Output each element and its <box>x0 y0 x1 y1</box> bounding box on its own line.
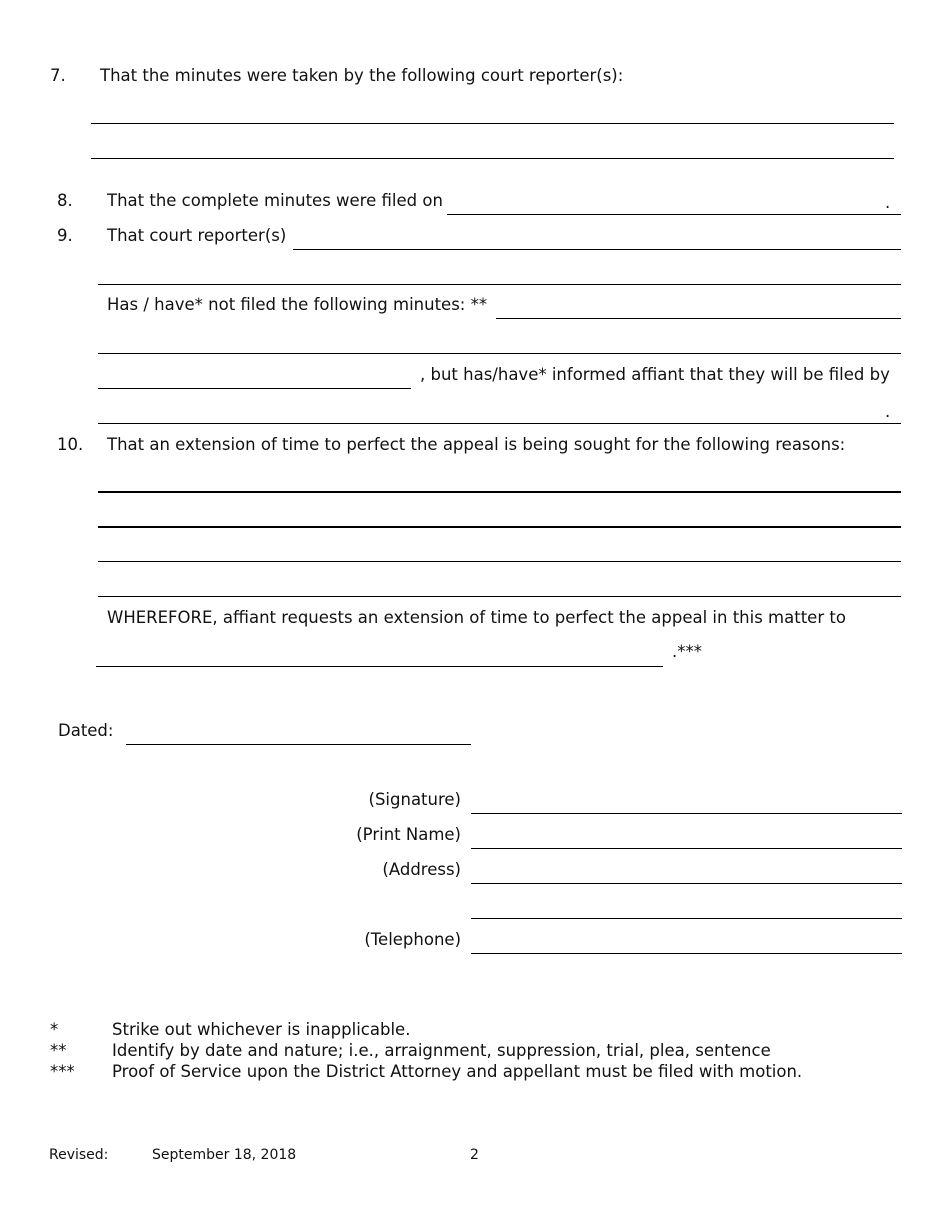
item-9-number: 9. <box>57 226 73 245</box>
signature-label: (Signature) <box>368 790 461 809</box>
item-7-number: 7. <box>50 66 66 85</box>
court-reporters-name-line[interactable] <box>293 249 901 250</box>
signature-line[interactable] <box>471 813 902 814</box>
page-number: 2 <box>470 1147 479 1163</box>
item-10-text: That an extension of time to perfect the appeal is being sought for the following reasons: <box>107 435 846 454</box>
footnote-text: Proof of Service upon the District Attorney and appellant must be filed with motion. <box>112 1062 803 1081</box>
footnote-text: Strike out whichever is inapplicable. <box>112 1020 411 1039</box>
dated-line[interactable] <box>126 744 471 745</box>
telephone-label: (Telephone) <box>364 930 461 949</box>
minutes-filed-date-line[interactable] <box>447 214 901 215</box>
minutes-not-filed-line[interactable] <box>496 318 901 319</box>
revised-label: Revised: <box>49 1147 109 1163</box>
print-name-line[interactable] <box>471 848 902 849</box>
reasons-line-1[interactable] <box>98 491 901 493</box>
revised-date: September 18, 2018 <box>152 1147 297 1163</box>
item-9-period: . <box>885 402 891 421</box>
footnote-mark: ** <box>50 1041 67 1060</box>
dated-label: Dated: <box>58 721 114 740</box>
reasons-line-4[interactable] <box>98 596 901 597</box>
address-label: (Address) <box>382 860 461 879</box>
reasons-line-2[interactable] <box>98 526 901 528</box>
item-8-period: . <box>885 193 891 212</box>
item-8-number: 8. <box>57 191 73 210</box>
wherefore-text: , affiant requests an extension of time to perfect the appeal in this matter to <box>212 608 846 627</box>
item-10-number: 10. <box>57 435 84 454</box>
filed-by-date-line[interactable] <box>98 423 901 424</box>
wherefore-lead: WHEREFORE <box>107 608 213 627</box>
footnote-mark: * <box>50 1020 59 1039</box>
print-name-label: (Print Name) <box>356 825 461 844</box>
court-reporter-line-2[interactable] <box>91 158 894 159</box>
has-not-filed-text: Has / have* not filed the following minutes: ** <box>107 295 488 314</box>
court-reporter-line-1[interactable] <box>91 123 894 124</box>
reasons-line-3[interactable] <box>98 561 901 562</box>
court-reporters-line-2[interactable] <box>98 284 901 285</box>
extension-date-line[interactable] <box>96 666 663 667</box>
wherefore-end: .*** <box>672 642 702 661</box>
address-line-1[interactable] <box>471 883 902 884</box>
telephone-line[interactable] <box>471 953 902 954</box>
wherefore-paragraph <box>107 608 846 628</box>
item-9-text: That court reporter(s) <box>107 226 287 245</box>
address-line-2[interactable] <box>471 918 902 919</box>
minutes-not-filed-line-2[interactable] <box>98 353 901 354</box>
minutes-not-filed-line-3[interactable] <box>98 388 411 389</box>
item-7-text: That the minutes were taken by the following court reporter(s): <box>100 66 624 85</box>
footnote-text: Identify by date and nature; i.e., arraignment, suppression, trial, plea, sentence <box>112 1041 771 1060</box>
informed-affiant-text: , but has/have* informed affiant that they will be filed by <box>420 365 890 384</box>
item-8-text: That the complete minutes were filed on <box>107 191 443 210</box>
footnote-mark: *** <box>50 1062 75 1081</box>
